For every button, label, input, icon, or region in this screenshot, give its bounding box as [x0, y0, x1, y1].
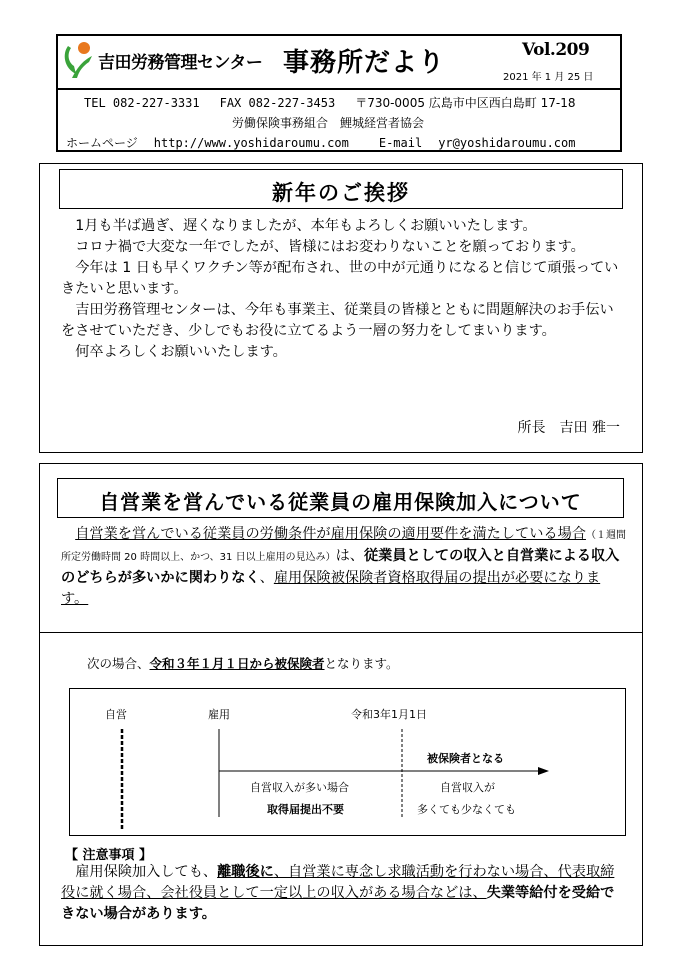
- arrow-head: [538, 767, 549, 775]
- notes-text-part2: 、自営業に専念し求職活動を行わない場合、代表取締役に就く場合、会社役員として一定以上の収入がある場合などは、: [61, 864, 615, 901]
- employment-text-part4: 雇用保険被保険者資格取得届の提出が必要になります。: [61, 570, 601, 607]
- header-box: [56, 34, 622, 152]
- greeting-paragraph: 今年は 1 日も早くワクチン等が配布され、世の中が元通りになると信じて頑張っていきたいと思います。: [61, 260, 619, 297]
- section-divider: [40, 632, 642, 633]
- employment-insurance-section: [39, 463, 643, 946]
- diagram-intro: [87, 654, 399, 672]
- newsletter-title: 事務所だより: [283, 48, 446, 78]
- greeting-paragraph: 何卒よろしくお願いいたします。: [75, 344, 287, 360]
- homepage-link[interactable]: http://www.yoshidaroumu.com: [153, 136, 349, 150]
- label-hired: 雇用: [208, 708, 230, 721]
- notes-text-emphasis2: 失業等給付を受給できない場合があります。: [61, 885, 615, 922]
- label-self-income: 自営収入が: [440, 781, 495, 794]
- diagram-intro-suffix: となります。: [324, 656, 399, 671]
- employment-condition-note: （１週間所定労働時間 20 時間以上、かつ、31 日以上雇用の見込み）: [61, 530, 626, 563]
- notes-text-part1: 雇用保険加入しても、: [75, 864, 218, 880]
- employment-text-part1: 自営業を営んでいる従業員の労働条件が雇用保険の適用要件を満たしている場合: [75, 526, 586, 542]
- phone-number: TEL 082-227-3331: [84, 96, 200, 110]
- employment-text-emphasis: 従業員としての収入と自営業による収入のどちらが多いかに関わりなく: [61, 548, 620, 586]
- label-reiwa3-date: 令和3年1月1日: [351, 708, 427, 721]
- header-divider: [58, 88, 620, 90]
- label-self-employed: 自営: [105, 708, 127, 721]
- greeting-paragraph: 1月も半ば過ぎ、遅くなりましたが、本年もよろしくお願いいたします。: [75, 218, 537, 234]
- label-notification-not-required: 取得届提出不要: [267, 803, 344, 816]
- notes-text-emphasis1: 離職後に: [217, 864, 274, 880]
- notes-body: [61, 862, 627, 925]
- org-name: 吉田労務管理センター: [98, 53, 263, 73]
- contact-line-phone: [84, 94, 575, 111]
- volume-number: Vol.209: [522, 40, 590, 60]
- label-regardless-amount: 多くても少なくても: [417, 803, 516, 816]
- greeting-title-box: [59, 169, 623, 209]
- greeting-signature: 所長 吉田 雅一: [517, 420, 620, 436]
- company-logo-icon: [62, 40, 96, 80]
- employment-body: [61, 524, 627, 610]
- diagram-intro-prefix: 次の場合、: [87, 656, 150, 671]
- greeting-section: [39, 163, 643, 453]
- email-label: E-mail: [378, 136, 423, 150]
- employment-text-part3: 、: [259, 570, 274, 586]
- association-labor-insurance: 労働保険事務組合: [232, 116, 329, 130]
- label-self-income-higher: 自営収入が多い場合: [250, 781, 349, 794]
- timeline-diagram: [69, 688, 626, 836]
- address: 〒730-0005 広島市中区西白島町 17-18: [355, 96, 576, 110]
- fax-number: FAX 082-227-3453: [219, 96, 336, 110]
- diagram-intro-emphasis: 令和３年１月１日から被保険者: [149, 656, 325, 671]
- employment-text-part2: は、: [335, 548, 364, 564]
- employment-title-box: [57, 478, 624, 518]
- greeting-paragraph: コロナ禍で大変な一年でしたが、皆様にはお変わりないことを願っております。: [75, 239, 585, 255]
- email-link[interactable]: yr@yoshidaroumu.com: [438, 136, 576, 150]
- association-rijo: 鯉城経営者協会: [340, 116, 425, 130]
- greeting-body: [61, 216, 627, 363]
- greeting-paragraph: 吉田労務管理センターは、今年も事業主、従業員の皆様とともに問題解決のお手伝いをさせていただき、少しでもお役に立てるよう一層の努力をしてまいります。: [61, 302, 614, 339]
- contact-line-web: [66, 134, 591, 151]
- label-becomes-insured: 被保険者となる: [427, 752, 504, 765]
- greeting-title: 新年のご挨拶: [272, 181, 410, 205]
- timeline-diagram-lines: [70, 689, 625, 835]
- contact-line-associations: [232, 114, 436, 131]
- issue-date: 2021 年 1 月 25 日: [503, 72, 594, 83]
- employment-title: 自営業を営んでいる従業員の雇用保険加入について: [99, 490, 582, 514]
- homepage-label: ホームページ: [66, 136, 138, 150]
- notes-heading: 【 注意事項 】: [65, 848, 153, 863]
